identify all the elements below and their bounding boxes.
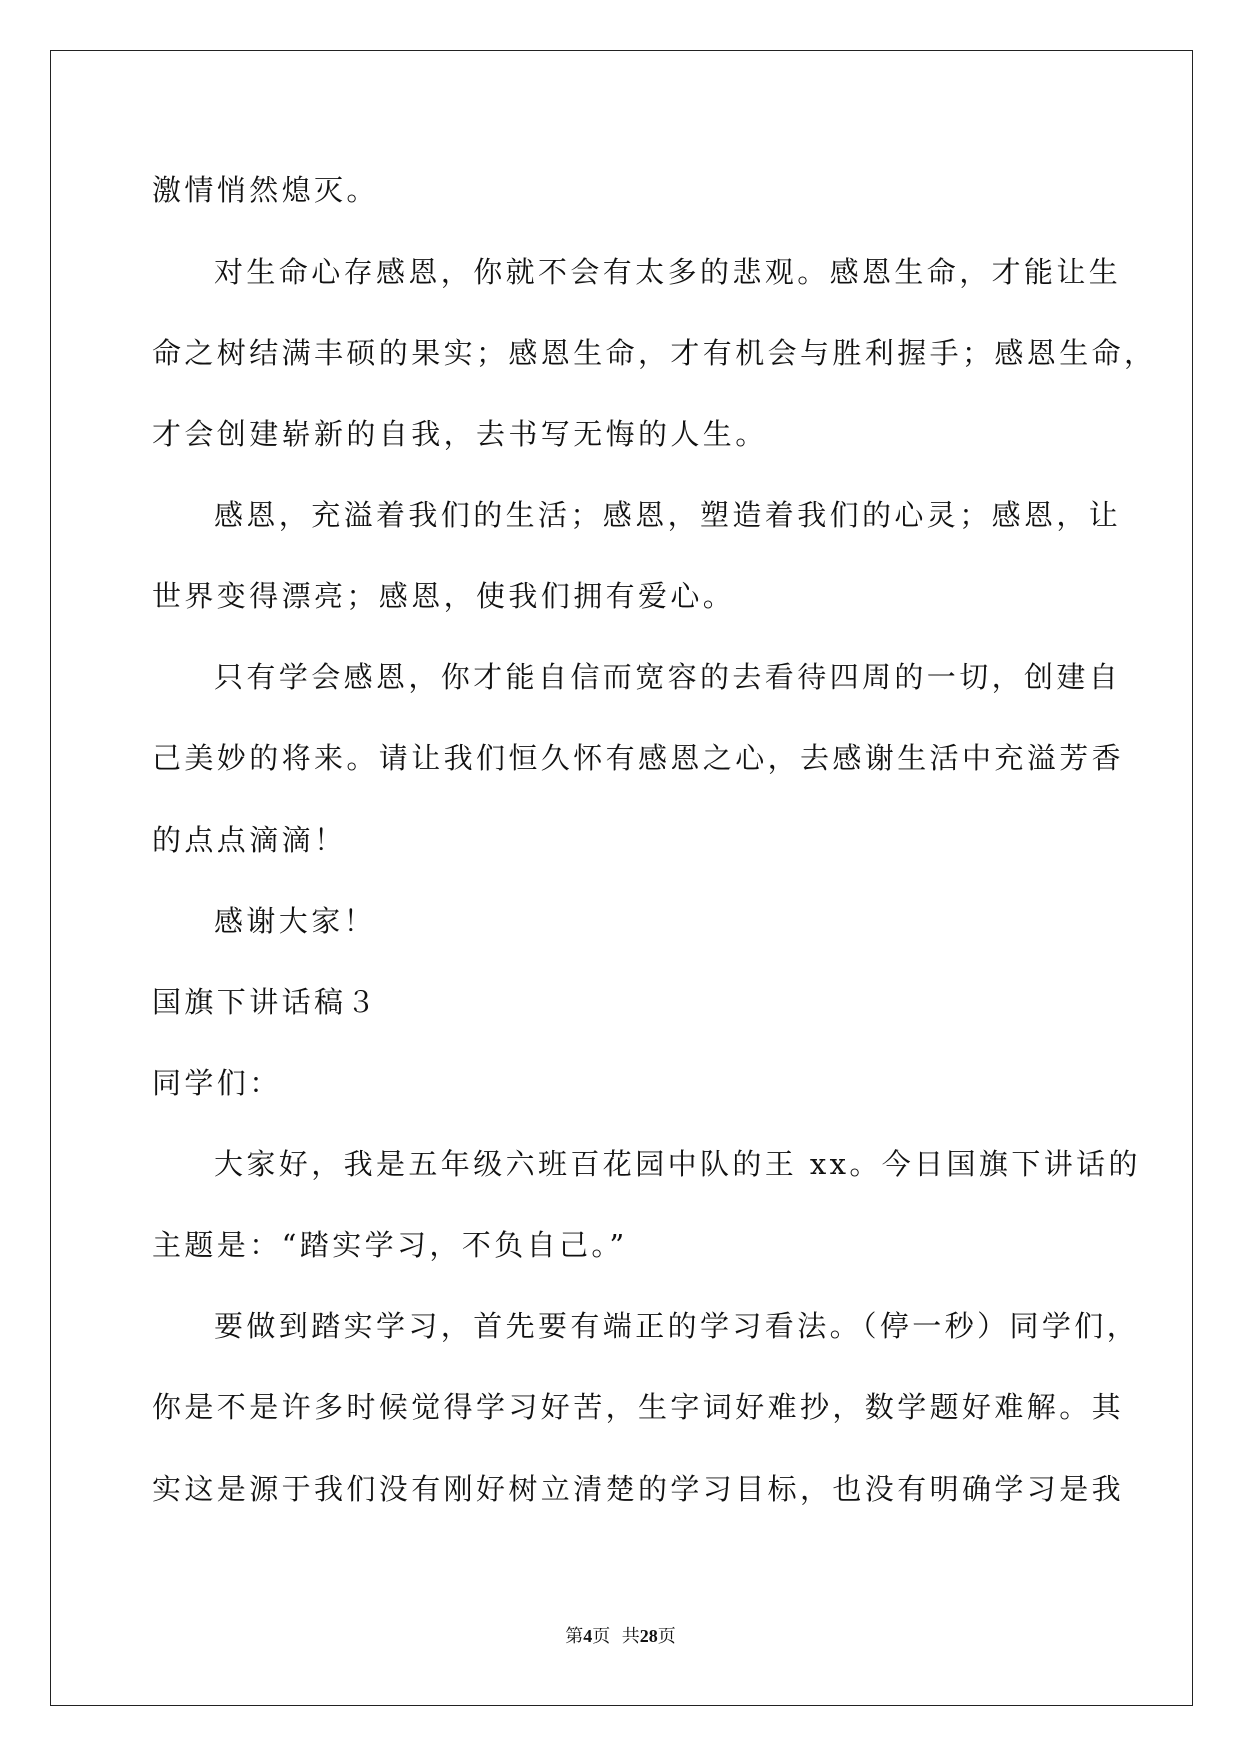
text-line: 感谢大家！ — [214, 904, 377, 938]
text-line: 才会创建崭新的自我，去书写无悔的人生。 — [152, 417, 768, 451]
page-border — [50, 50, 1193, 1706]
text-line: 你是不是许多时候觉得学习好苦，生字词好难抄，数学题好难解。其 — [152, 1390, 1125, 1424]
footer-suffix: 页 — [657, 1626, 676, 1647]
text-line: 激情悄然熄灭。 — [152, 173, 379, 207]
text-line: 感恩，充溢着我们的生活；感恩，塑造着我们的心灵；感恩，让 — [214, 498, 1122, 532]
page-footer — [0, 1622, 1241, 1648]
footer-page-number: 4 — [583, 1626, 593, 1646]
text-line: 主题是：“踏实学习，不负自己。” — [152, 1228, 628, 1262]
text-line: 的点点滴滴！ — [152, 823, 347, 857]
text-line: 己美妙的将来。请让我们恒久怀有感恩之心，去感谢生活中充溢芳香 — [152, 741, 1125, 775]
section-heading: 国旗下讲话稿３ — [152, 985, 379, 1019]
text-line: 要做到踏实学习，首先要有端正的学习看法。（停一秒）同学们， — [214, 1309, 1140, 1343]
footer-prefix: 第 — [565, 1626, 584, 1647]
text-line: 只有学会感恩，你才能自信而宽容的去看待四周的一切，创建自 — [214, 660, 1122, 694]
text-line: 命之树结满丰硕的果实；感恩生命，才有机会与胜利握手；感恩生命， — [152, 336, 1157, 370]
text-line: 同学们： — [152, 1066, 282, 1100]
footer-mid: 页 共 — [592, 1626, 640, 1647]
text-line: 大家好，我是五年级六班百花园中队的王 xx。今日国旗下讲话的 — [214, 1147, 1141, 1181]
text-line: 实这是源于我们没有刚好树立清楚的学习目标，也没有明确学习是我 — [152, 1472, 1125, 1506]
footer-total-pages: 28 — [639, 1626, 658, 1646]
text-line: 对生命心存感恩，你就不会有太多的悲观。感恩生命，才能让生 — [214, 255, 1122, 289]
text-line: 世界变得漂亮；感恩，使我们拥有爱心。 — [152, 579, 736, 613]
